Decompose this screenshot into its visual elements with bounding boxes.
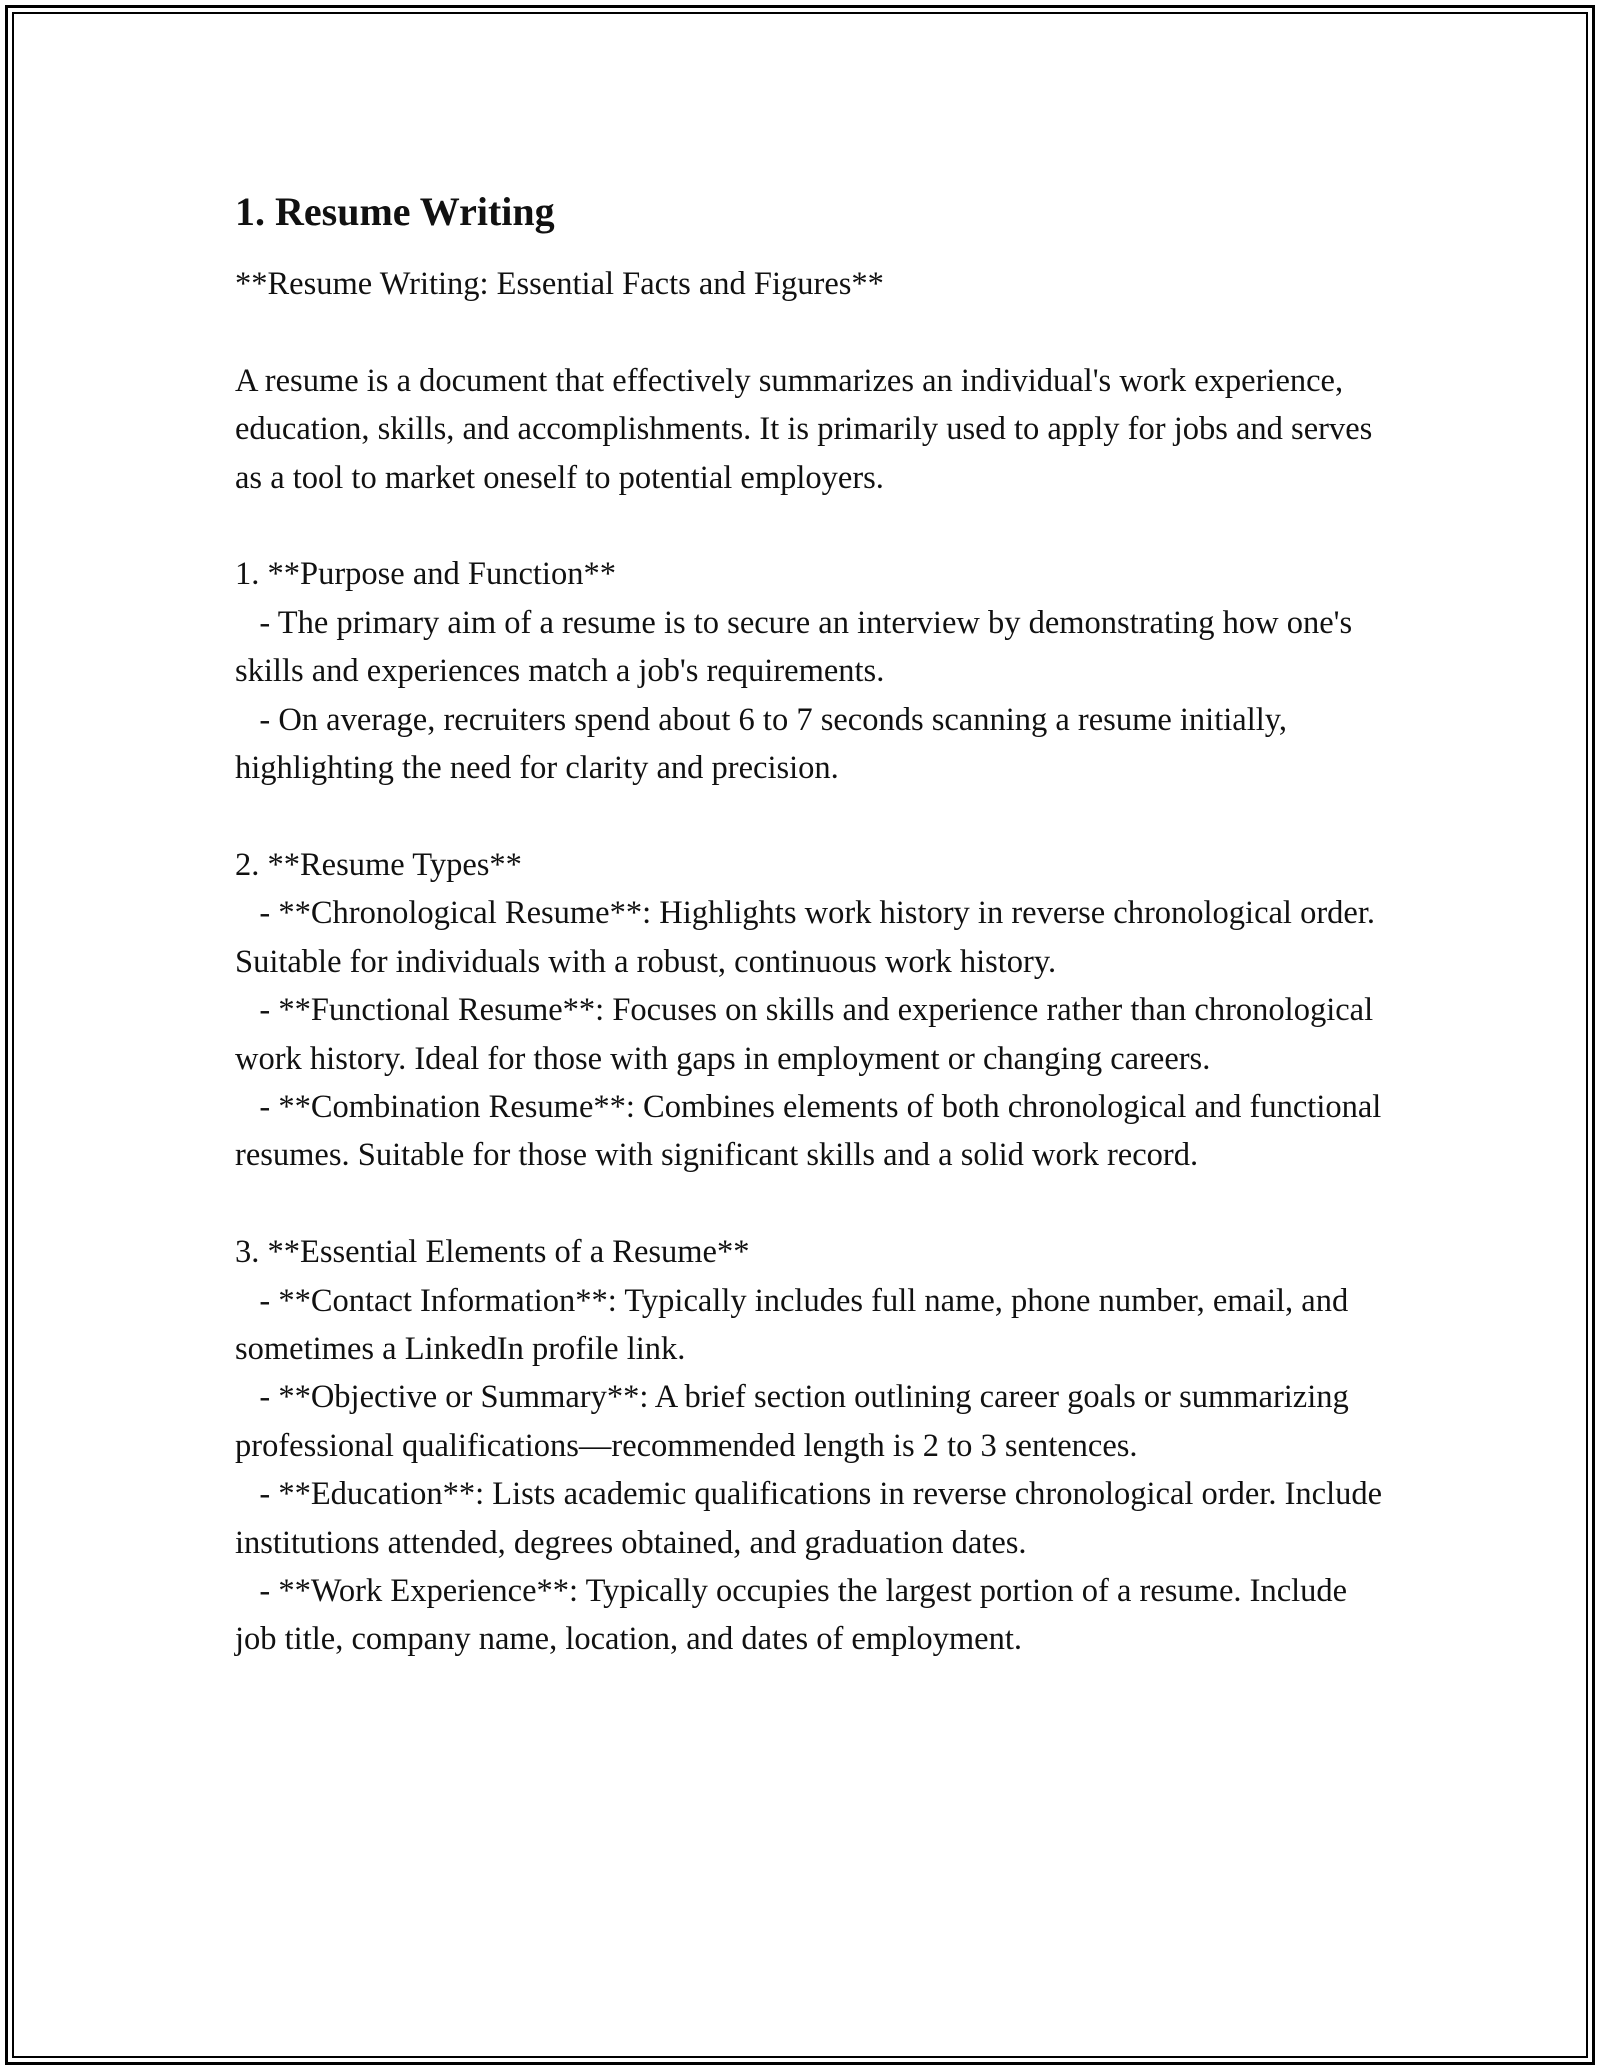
page-title: 1. Resume Writing (235, 189, 555, 234)
document-content (235, 180, 1395, 1664)
document-body: **Resume Writing: Essential Facts and Figures** A resume is a document that effectively summarizes an individual's work experience, education, skills, and accomplishments. It is primarily used to apply for jobs and serves as a tool to market oneself to potential employers. 1. **Purpose and Function** - The primary aim of a resume is to secure an interview by demonstrating how one's skills and experiences match a job's requirements. - On average, recruiters spend about 6 to 7 seconds scanning a resume initially, highlighting the need for clarity and precision. 2. **Resume Types** - **Chronological Resume**: Highlights work history in reverse chronological order. Suitable for individuals with a robust, continuous work history. - **Functional Resume**: Focuses on skills and experience rather than chronological work history. Ideal for those with gaps in employment or changing careers. - **Combination Resume**: Combines elements of both chronological and functional resumes. Suitable for those with significant skills and a solid work record. 3. **Essential Elements of a Resume** - **Contact Information**: Typically includes full name, phone number, email, and sometimes a LinkedIn profile link. - **Objective or Summary**: A brief section outlining career goals or summarizing professional qualifications—recommended length is 2 to 3 sentences. - **Education**: Lists academic qualifications in reverse chronological order. Include institutions attended, degrees obtained, and graduation dates. - **Work Experience**: Typically occupies the largest portion of a resume. Include job title, company name, location, and dates of employment. (235, 266, 1383, 1658)
